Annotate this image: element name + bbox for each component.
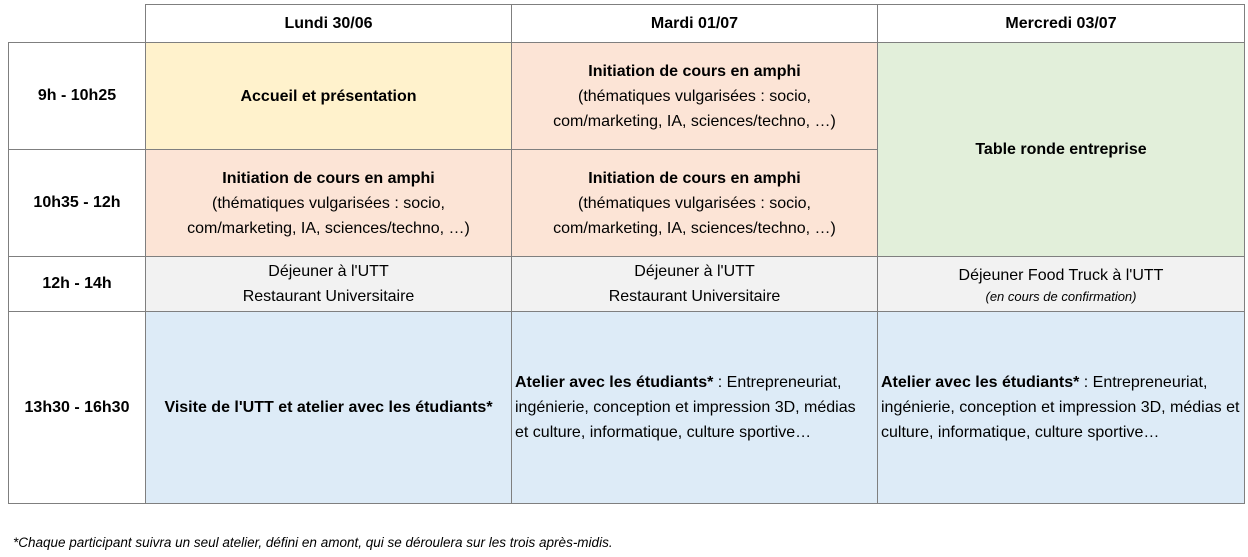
- row-lunch: [9, 257, 1245, 312]
- day-header-tuesday: Mardi 01/07: [512, 5, 878, 43]
- wednesday-lunch-cell: [878, 257, 1245, 312]
- wednesday-roundtable-cell: Table ronde entreprise: [878, 43, 1245, 257]
- lunch-line2: Restaurant Universitaire: [242, 288, 415, 305]
- row-9h: [9, 43, 1245, 150]
- workshop-text: Entrepreneuriat, ingénierie, conception et impression 3D, médias et culture, informatique, culture sportive…: [881, 374, 1240, 441]
- amphi-title: Initiation de cours en amphi: [588, 169, 801, 187]
- day-header-monday: Lundi 30/06: [146, 5, 512, 43]
- amphi-desc-line1: (thématiques vulgarisées : socio,: [212, 194, 445, 212]
- amphi-desc-line1: (thématiques vulgarisées : socio,: [578, 87, 811, 105]
- lunch-line1: Déjeuner à l'UTT: [634, 263, 755, 280]
- header-row: [9, 5, 1245, 43]
- time-9h: 9h - 10h25: [9, 43, 146, 150]
- tuesday-amphi-cell-1: [512, 43, 878, 150]
- schedule-table: [8, 4, 1245, 504]
- amphi-desc-line2: com/marketing, IA, sciences/techno, …): [187, 219, 470, 237]
- workshop-title: Atelier avec les étudiants*: [515, 374, 714, 391]
- workshop-title: Atelier avec les étudiants*: [881, 374, 1080, 391]
- workshop-separator: :: [713, 374, 727, 391]
- time-10h35: 10h35 - 12h: [9, 150, 146, 257]
- amphi-title: Initiation de cours en amphi: [222, 169, 435, 187]
- foodtruck-note: (en cours de confirmation): [985, 288, 1137, 304]
- footnote: *Chaque participant suivra un seul atelier, défini en amont, qui se déroulera sur les trois après-midis.: [13, 535, 613, 550]
- corner-cell: [9, 5, 146, 43]
- time-lunch: 12h - 14h: [9, 257, 146, 312]
- amphi-desc-line2: com/marketing, IA, sciences/techno, …): [553, 112, 836, 130]
- time-afternoon: 13h30 - 16h30: [9, 312, 146, 504]
- day-header-wednesday: Mercredi 03/07: [878, 5, 1245, 43]
- workshop-separator: :: [1079, 374, 1093, 391]
- foodtruck-line: Déjeuner Food Truck à l'UTT: [958, 266, 1164, 284]
- row-afternoon: [9, 312, 1245, 504]
- tuesday-workshop-cell: [512, 312, 878, 504]
- amphi-desc-line1: (thématiques vulgarisées : socio,: [578, 194, 811, 212]
- lunch-line2: Restaurant Universitaire: [608, 288, 781, 305]
- amphi-title: Initiation de cours en amphi: [588, 62, 801, 80]
- lunch-line1: Déjeuner à l'UTT: [268, 263, 389, 280]
- monday-welcome-cell: Accueil et présentation: [146, 43, 512, 150]
- tuesday-lunch-cell: [512, 257, 878, 312]
- monday-visit-cell: Visite de l'UTT et atelier avec les étudiants*: [146, 312, 512, 504]
- monday-lunch-cell: [146, 257, 512, 312]
- tuesday-amphi-cell-2: [512, 150, 878, 257]
- wednesday-workshop-cell: [878, 312, 1245, 504]
- workshop-text: Entrepreneuriat, ingénierie, conception et impression 3D, médias et culture, informatique, culture sportive…: [515, 374, 856, 441]
- monday-amphi-cell: [146, 150, 512, 257]
- amphi-desc-line2: com/marketing, IA, sciences/techno, …): [553, 219, 836, 237]
